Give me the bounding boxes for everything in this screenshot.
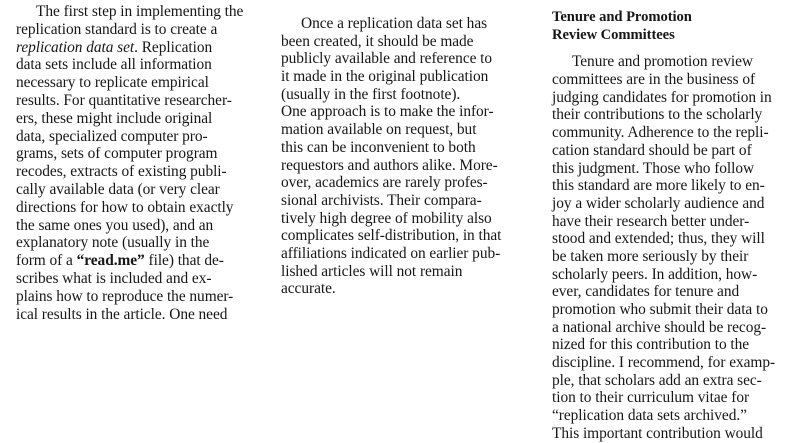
text-line: promotion who submit their data to — [552, 301, 768, 318]
text-line: nized for this contribution to the — [552, 336, 750, 354]
text-line: it made in the original publication — [281, 68, 489, 86]
text-line: mation available on request, but — [281, 121, 477, 139]
text-line — [16, 252, 260, 270]
text-line: committees are in the business of — [552, 71, 756, 89]
text-line: this standard are more likely to en- — [552, 177, 765, 195]
text-line: Tenure and promotion review — [572, 53, 753, 71]
text-line: their contributions to the scholarly — [552, 106, 763, 124]
text-column-3 — [552, 3, 796, 443]
text-line: been created, it should be made — [281, 32, 474, 50]
text-line: discipline. I recommend, for examp- — [552, 354, 776, 372]
text-line: be taken more seriously by their — [552, 247, 749, 265]
text-line — [16, 39, 260, 57]
text-line: ever, candidates for tenure and — [552, 283, 740, 301]
text-line: stood and extended; thus, they will — [552, 230, 765, 248]
heading-spacer — [552, 44, 796, 53]
text-line: cation standard should be part of — [552, 141, 752, 159]
text-line: directions for how to obtain exactly — [16, 198, 234, 216]
text-column-1 — [16, 3, 260, 323]
text-line: recodes, extracts of existing publi- — [16, 163, 227, 181]
text-line: (usually in the first footnote). — [281, 85, 461, 103]
text-line: judging candidates for promotion in — [552, 88, 772, 106]
text-line: data, specialized computer pro- — [16, 127, 208, 145]
text-line: complicates self-distribution, in that — [281, 227, 502, 245]
text-line: ple, that scholars add an extra sec- — [552, 371, 762, 389]
text-line: joy a wider scholarly audience and — [552, 194, 765, 212]
text-fragment: . Replication — [134, 38, 213, 56]
text-line: The first step in implementing the — [36, 3, 244, 20]
text-line: accurate. — [281, 280, 336, 298]
text-column-2 — [281, 3, 527, 298]
text-line: results. For quantitative researcher- — [16, 91, 232, 109]
text-line: plains how to reproduce the numer- — [16, 287, 234, 305]
text-line: data sets include all information — [16, 56, 212, 74]
text-line: over, academics are rarely profes- — [281, 174, 488, 192]
text-line: requestors and authors alike. More- — [281, 156, 498, 174]
text-line: affiliations indicated on earlier pub- — [281, 244, 501, 262]
section-heading: Tenure and Promotion — [552, 9, 692, 25]
text-line: cally available data (or very clear — [16, 180, 220, 198]
text-line: have their research better under- — [552, 212, 750, 230]
text-line: This important contribution would — [552, 424, 763, 442]
emphasis-term: replication data set — [16, 38, 135, 56]
text-line: this judgment. Those who follow — [552, 159, 755, 177]
text-fragment: file) that de- — [144, 252, 224, 270]
text-line: scholarly peers. In addition, how- — [552, 265, 758, 283]
text-line: this can be inconvenient to both — [281, 138, 476, 156]
text-line: scribes what is included and ex- — [16, 269, 212, 287]
text-line: ical results in the article. One need — [16, 305, 228, 323]
text-line: lished articles will not remain — [281, 262, 463, 280]
text-line: tively high degree of mobility also — [281, 209, 492, 227]
text-line: publicly available and reference to — [281, 50, 493, 68]
text-line: sional archivists. Their compara- — [281, 191, 482, 209]
text-line: “replication data sets archived.” — [552, 407, 747, 425]
text-line: One approach is to make the infor- — [281, 103, 494, 121]
text-line: grams, sets of computer program — [16, 145, 218, 163]
text-line: Once a replication data set has — [301, 15, 488, 32]
text-line: the same ones you used), and an — [16, 216, 214, 234]
text-line: replication standard is to create a — [16, 20, 218, 38]
text-line: explanatory note (usually in the — [16, 234, 210, 252]
text-line: necessary to replicate empirical — [16, 74, 209, 92]
filename-term: “read.me” — [76, 252, 145, 270]
text-line: tion to their curriculum vitae for — [552, 389, 750, 407]
section-heading: Review Committees — [552, 26, 675, 43]
text-line: community. Adherence to the repli- — [552, 124, 769, 142]
text-line: a national archive should be recog- — [552, 318, 767, 336]
text-fragment: form of a — [16, 252, 77, 270]
text-line: ers, these might include original — [16, 109, 213, 127]
